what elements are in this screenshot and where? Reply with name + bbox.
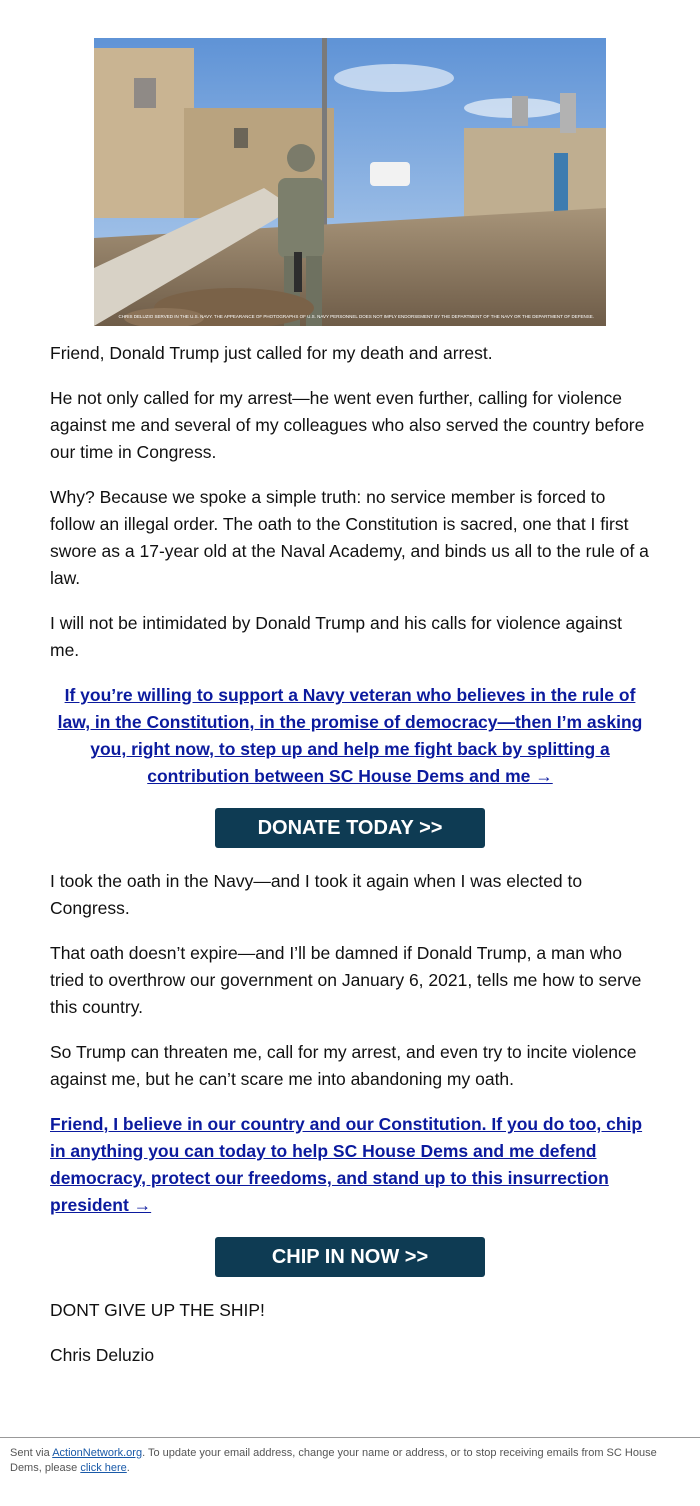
- chip-in-button-wrap: [50, 1237, 650, 1277]
- donate-link-2[interactable]: Friend, I believe in our country and our Constitution. If you do too, chip in anything you can today to help SC House Dems and me defend democracy, protect our freedoms, and stand up to this insurrection president →: [50, 1114, 643, 1215]
- paragraph-6: That oath doesn’t expire—and I’ll be damned if Donald Trump, a man who tried to overthrow our government on January 6, 2021, tells me how to serve this country.: [50, 943, 642, 1017]
- footer-divider: [0, 1437, 700, 1438]
- photo-caption: CHRIS DELUZIO SERVED IN THE U.S. NAVY. THE APPEARANCE OF PHOTOGRAPHS OF U.S. NAVY PERSONNEL DOES NOT IMPLY ENDORSEMENT BY THE DEPARTMENT OF THE NAVY OR THE DEPARTMENT OF DEFENSE.: [118, 314, 594, 319]
- footer-end: .: [126, 1462, 130, 1474]
- soldier-photo-icon: [94, 38, 606, 326]
- paragraph-4: I will not be intimidated by Donald Trump and his calls for violence against me.: [50, 613, 622, 660]
- paragraph-3: Why? Because we spoke a simple truth: no service member is forced to follow an illegal order. The oath to the Constitution is sacred, one that I first swore as a 17-year old at the Naval Academy, and binds us all to the rule of a law.: [50, 487, 649, 588]
- hero-photo: [94, 38, 606, 326]
- actionnetwork-link[interactable]: ActionNetwork.org: [52, 1447, 143, 1459]
- email-body: [50, 340, 650, 1387]
- chip-in-now-button[interactable]: CHIP IN NOW >>: [215, 1237, 485, 1277]
- paragraph-1: Friend, Donald Trump just called for my death and arrest.: [50, 343, 493, 363]
- donate-button-wrap: [50, 808, 650, 848]
- email-footer: [10, 1446, 670, 1476]
- footer-sent-via: Sent via: [10, 1447, 53, 1459]
- signature: Chris Deluzio: [50, 1345, 155, 1365]
- footer-middle-text: . To update your email address, change your name or address, or to stop receiving emails from SC House Dems, please: [10, 1447, 657, 1474]
- paragraph-2: He not only called for my arrest—he went even further, calling for violence against me and several of my colleagues who also served the country before our time in Congress.: [50, 388, 645, 462]
- donate-link-1[interactable]: If you’re willing to support a Navy veteran who believes in the rule of law, in the Constitution, in the promise of democracy—then I’m asking you, right now, to step up and help me fight back by splitting a contribution between SC House Dems and me →: [57, 685, 643, 786]
- paragraph-5: I took the oath in the Navy—and I took it again when I was elected to Congress.: [50, 871, 583, 918]
- unsubscribe-link[interactable]: click here: [80, 1462, 127, 1474]
- paragraph-7: So Trump can threaten me, call for my arrest, and even try to incite violence against me, but he can’t scare me into abandoning my oath.: [50, 1042, 637, 1089]
- donate-today-button[interactable]: DONATE TODAY >>: [215, 808, 485, 848]
- closing-line: DONT GIVE UP THE SHIP!: [50, 1300, 265, 1320]
